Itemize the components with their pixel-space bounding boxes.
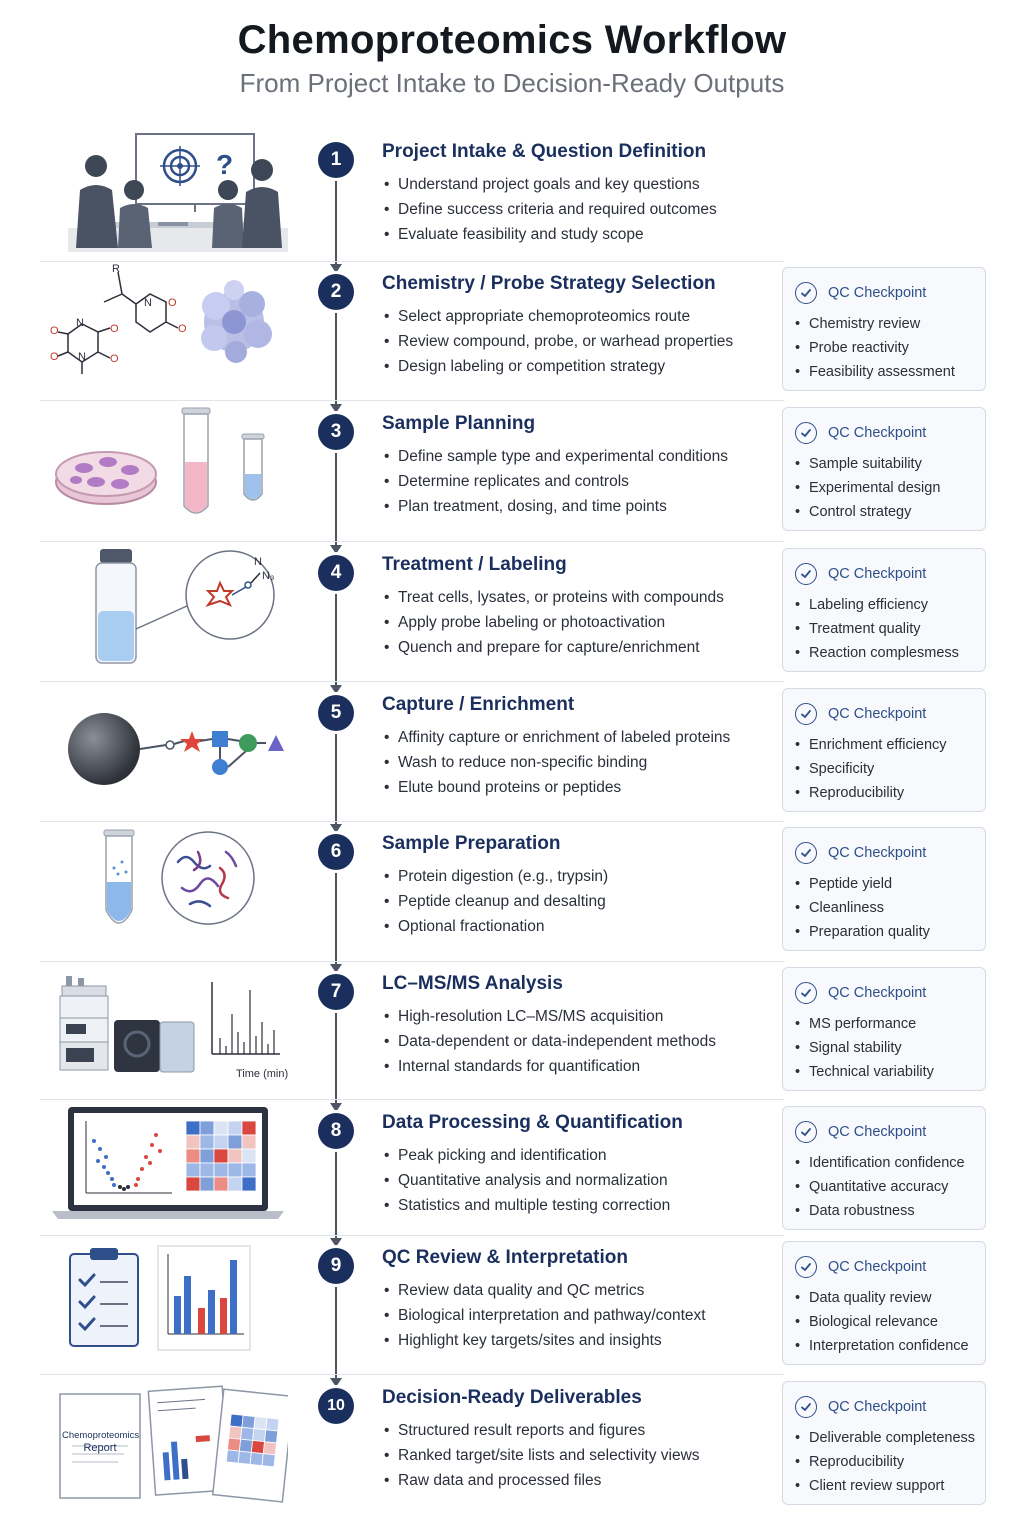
qc-checkpoint-card <box>782 1106 986 1230</box>
qc-checkpoint-header <box>795 420 926 446</box>
step-number-badge: 1 <box>318 142 354 178</box>
row-divider <box>40 541 784 542</box>
step-title: Capture / Enrichment <box>382 694 575 715</box>
step-bullet-item: • Review data quality and QC metrics <box>382 1278 706 1303</box>
report-cover-line-2: Report <box>83 1442 117 1454</box>
qc-checkpoint-items <box>795 593 959 665</box>
step-bullet-item: • Evaluate feasibility and study scope <box>382 222 717 247</box>
step-title: Treatment / Labeling <box>382 554 567 575</box>
step-title: Chemistry / Probe Strategy Selection <box>382 273 716 294</box>
qc-checkpoint-items <box>795 452 940 524</box>
qc-checkpoint-card <box>782 548 986 672</box>
qc-checkpoint-items <box>795 733 947 805</box>
vial-probe-icon <box>48 543 288 673</box>
row-divider <box>40 821 784 822</box>
qc-checkpoint-header <box>795 980 926 1006</box>
svg-text:O: O <box>50 351 59 363</box>
qc-checkpoint-card <box>782 1381 986 1505</box>
step-bullets <box>382 304 733 379</box>
qc-item: • Preparation quality <box>795 920 930 944</box>
qc-checkpoint-items <box>795 1426 975 1498</box>
step-bullet-item: • Internal standards for quantification <box>382 1054 716 1079</box>
qc-item: • Treatment quality <box>795 617 959 641</box>
petri-dish-tubes-icon <box>48 402 288 532</box>
molecule-protein-icon <box>48 262 288 392</box>
step-bullet-item: • Highlight key targets/sites and insights <box>382 1328 706 1353</box>
step-number-badge: 6 <box>318 834 354 870</box>
step-bullet-item: • Define success criteria and required outcomes <box>382 197 717 222</box>
step-bullet-item: • Define sample type and experimental conditions <box>382 444 728 469</box>
step-title: Project Intake & Question Definition <box>382 141 707 162</box>
clipboard-barchart-icon <box>48 1236 288 1366</box>
row-divider <box>40 261 784 262</box>
arrow-down-icon <box>330 1378 342 1387</box>
meeting-target-icon <box>48 130 288 260</box>
step-number-badge: 7 <box>318 974 354 1010</box>
step-bullet-item: • Biological interpretation and pathway/context <box>382 1303 706 1328</box>
qc-checkpoint-label: QC Checkpoint <box>828 706 927 722</box>
qc-item: • Reproducibility <box>795 781 947 805</box>
step-bullet-item: • Plan treatment, dosing, and time points <box>382 494 728 519</box>
step-title: Sample Preparation <box>382 833 561 854</box>
laptop-volcano-heatmap-icon <box>48 1101 288 1231</box>
qc-item: • Experimental design <box>795 476 940 500</box>
step-bullet-item: • Quench and prepare for capture/enrichment <box>382 635 724 660</box>
qc-item: • Identification confidence <box>795 1151 965 1175</box>
qc-item: • Reproducibility <box>795 1450 975 1474</box>
step-bullet-item: • Determine replicates and controls <box>382 469 728 494</box>
step-bullet-item: • Ranked target/site lists and selectivity views <box>382 1443 700 1468</box>
qc-checkpoint-header <box>795 1119 926 1145</box>
qc-checkpoint-items <box>795 1151 965 1223</box>
svg-text:N₃: N₃ <box>262 570 275 582</box>
qc-item: • Cleanliness <box>795 896 930 920</box>
step-bullets <box>382 172 717 247</box>
arrow-down-icon <box>330 404 342 413</box>
tube-peptides-icon <box>48 822 288 952</box>
report-cover-line-1: Chemoproteomics <box>62 1430 140 1441</box>
step-bullet-item: • Treat cells, lysates, or proteins with compounds <box>382 585 724 610</box>
qc-item: • Control strategy <box>795 500 940 524</box>
step-bullet-item: • Design labeling or competition strategy <box>382 354 733 379</box>
spectrum-x-axis-label: Time (min) <box>236 1068 289 1080</box>
svg-text:N: N <box>144 297 152 309</box>
step-bullet-item: • Statistics and multiple testing correction <box>382 1193 670 1218</box>
page-subtitle: From Project Intake to Decision-Ready Outputs <box>239 68 785 98</box>
step-bullets <box>382 444 728 519</box>
qc-checkpoint-card <box>782 688 986 812</box>
row-divider <box>40 961 784 962</box>
qc-item: • Sample suitability <box>795 452 940 476</box>
qc-item: • Enrichment efficiency <box>795 733 947 757</box>
step-number-badge: 10 <box>318 1388 354 1424</box>
qc-item: • Probe reactivity <box>795 336 955 360</box>
step-title: Decision-Ready Deliverables <box>382 1387 642 1408</box>
page-title: Chemoproteomics Workflow <box>237 18 787 62</box>
check-circle-icon <box>795 982 817 1004</box>
qc-item: • Deliverable completeness <box>795 1426 975 1450</box>
step-bullet-item: • Structured result reports and figures <box>382 1418 700 1443</box>
step-number-badge: 2 <box>318 274 354 310</box>
svg-text:O: O <box>50 325 59 337</box>
arrow-down-icon <box>330 964 342 973</box>
check-circle-icon <box>795 1256 817 1278</box>
qc-checkpoint-label: QC Checkpoint <box>828 285 927 301</box>
arrow-down-icon <box>330 824 342 833</box>
qc-item: • Quantitative accuracy <box>795 1175 965 1199</box>
qc-item: • Technical variability <box>795 1060 934 1084</box>
step-bullets <box>382 725 730 800</box>
report-cover-label <box>62 1430 138 1454</box>
step-title: LC–MS/MS Analysis <box>382 973 563 994</box>
qc-checkpoint-header <box>795 1394 926 1420</box>
step-bullet-item: • Select appropriate chemoproteomics route <box>382 304 733 329</box>
qc-item: • Signal stability <box>795 1036 934 1060</box>
step-bullet-item: • Peak picking and identification <box>382 1143 670 1168</box>
bead-capture-icon <box>48 683 288 813</box>
svg-text:N: N <box>254 556 262 568</box>
qc-checkpoint-header <box>795 280 926 306</box>
svg-text:?: ? <box>216 149 234 180</box>
step-number-badge: 9 <box>318 1248 354 1284</box>
qc-item: • Data robustness <box>795 1199 965 1223</box>
step-bullet-item: • Apply probe labeling or photoactivation <box>382 610 724 635</box>
step-bullets <box>382 864 608 939</box>
svg-text:O: O <box>110 353 119 365</box>
svg-text:R: R <box>112 263 120 275</box>
step-title: QC Review & Interpretation <box>382 1247 628 1268</box>
step-number-badge: 3 <box>318 414 354 450</box>
step-bullets <box>382 1418 700 1493</box>
check-circle-icon <box>795 1396 817 1418</box>
qc-item: • Interpretation confidence <box>795 1334 969 1358</box>
svg-text:O: O <box>168 297 177 309</box>
check-circle-icon <box>795 422 817 444</box>
step-title: Sample Planning <box>382 413 536 434</box>
step-number-badge: 5 <box>318 695 354 731</box>
qc-checkpoint-label: QC Checkpoint <box>828 985 927 1001</box>
check-circle-icon <box>795 842 817 864</box>
qc-checkpoint-items <box>795 872 930 944</box>
qc-checkpoint-header <box>795 701 926 727</box>
step-bullet-item: • Elute bound proteins or peptides <box>382 775 730 800</box>
qc-checkpoint-header <box>795 1254 926 1280</box>
qc-checkpoint-label: QC Checkpoint <box>828 566 927 582</box>
step-bullets <box>382 1004 716 1079</box>
step-bullet-item: • Affinity capture or enrichment of labeled proteins <box>382 725 730 750</box>
qc-checkpoint-items <box>795 312 955 384</box>
qc-checkpoint-header <box>795 840 926 866</box>
step-bullets <box>382 1278 706 1353</box>
step-number-badge: 4 <box>318 555 354 591</box>
timeline-connector <box>335 176 337 1384</box>
qc-checkpoint-label: QC Checkpoint <box>828 1124 927 1140</box>
svg-text:O: O <box>178 323 187 335</box>
row-divider <box>40 1099 784 1100</box>
step-bullet-item: • Raw data and processed files <box>382 1468 700 1493</box>
svg-text:O: O <box>110 323 119 335</box>
qc-item: • Feasibility assessment <box>795 360 955 384</box>
qc-item: • Reaction complesmess <box>795 641 959 665</box>
step-bullet-item: • Understand project goals and key questions <box>382 172 717 197</box>
arrow-down-icon <box>330 1103 342 1112</box>
arrow-down-icon <box>330 1238 342 1247</box>
row-divider <box>40 681 784 682</box>
arrow-down-icon <box>330 685 342 694</box>
step-title: Data Processing & Quantification <box>382 1112 683 1133</box>
qc-checkpoint-items <box>795 1286 969 1358</box>
check-circle-icon <box>795 703 817 725</box>
row-divider <box>40 1374 784 1375</box>
row-divider <box>40 1235 784 1236</box>
step-bullets <box>382 1143 670 1218</box>
qc-checkpoint-items <box>795 1012 934 1084</box>
step-bullet-item: • Data-dependent or data-independent methods <box>382 1029 716 1054</box>
svg-text:N: N <box>78 351 86 363</box>
step-bullet-item: • Wash to reduce non-specific binding <box>382 750 730 775</box>
qc-checkpoint-label: QC Checkpoint <box>828 1399 927 1415</box>
step-number-badge: 8 <box>318 1113 354 1149</box>
qc-checkpoint-label: QC Checkpoint <box>828 845 927 861</box>
qc-checkpoint-label: QC Checkpoint <box>828 1259 927 1275</box>
qc-checkpoint-card <box>782 407 986 531</box>
check-circle-icon <box>795 282 817 304</box>
qc-item: • Client review support <box>795 1474 975 1498</box>
qc-checkpoint-card <box>782 1241 986 1365</box>
step-bullets <box>382 585 724 660</box>
qc-item: • Peptide yield <box>795 872 930 896</box>
check-circle-icon <box>795 563 817 585</box>
qc-item: • Biological relevance <box>795 1310 969 1334</box>
qc-checkpoint-card <box>782 967 986 1091</box>
check-circle-icon <box>795 1121 817 1143</box>
row-divider <box>40 400 784 401</box>
step-bullet-item: • Review compound, probe, or warhead properties <box>382 329 733 354</box>
qc-item: • MS performance <box>795 1012 934 1036</box>
qc-checkpoint-card <box>782 827 986 951</box>
step-bullet-item: • High-resolution LC–MS/MS acquisition <box>382 1004 716 1029</box>
qc-checkpoint-label: QC Checkpoint <box>828 425 927 441</box>
qc-checkpoint-header <box>795 561 926 587</box>
qc-item: • Data quality review <box>795 1286 969 1310</box>
step-bullet-item: • Protein digestion (e.g., trypsin) <box>382 864 608 889</box>
arrow-down-icon <box>330 545 342 554</box>
qc-item: • Chemistry review <box>795 312 955 336</box>
svg-text:N: N <box>76 317 84 329</box>
step-bullet-item: • Quantitative analysis and normalization <box>382 1168 670 1193</box>
step-bullet-item: • Optional fractionation <box>382 914 608 939</box>
qc-item: • Labeling efficiency <box>795 593 959 617</box>
step-bullet-item: • Peptide cleanup and desalting <box>382 889 608 914</box>
arrow-down-icon <box>330 264 342 273</box>
qc-item: • Specificity <box>795 757 947 781</box>
qc-checkpoint-card <box>782 267 986 391</box>
